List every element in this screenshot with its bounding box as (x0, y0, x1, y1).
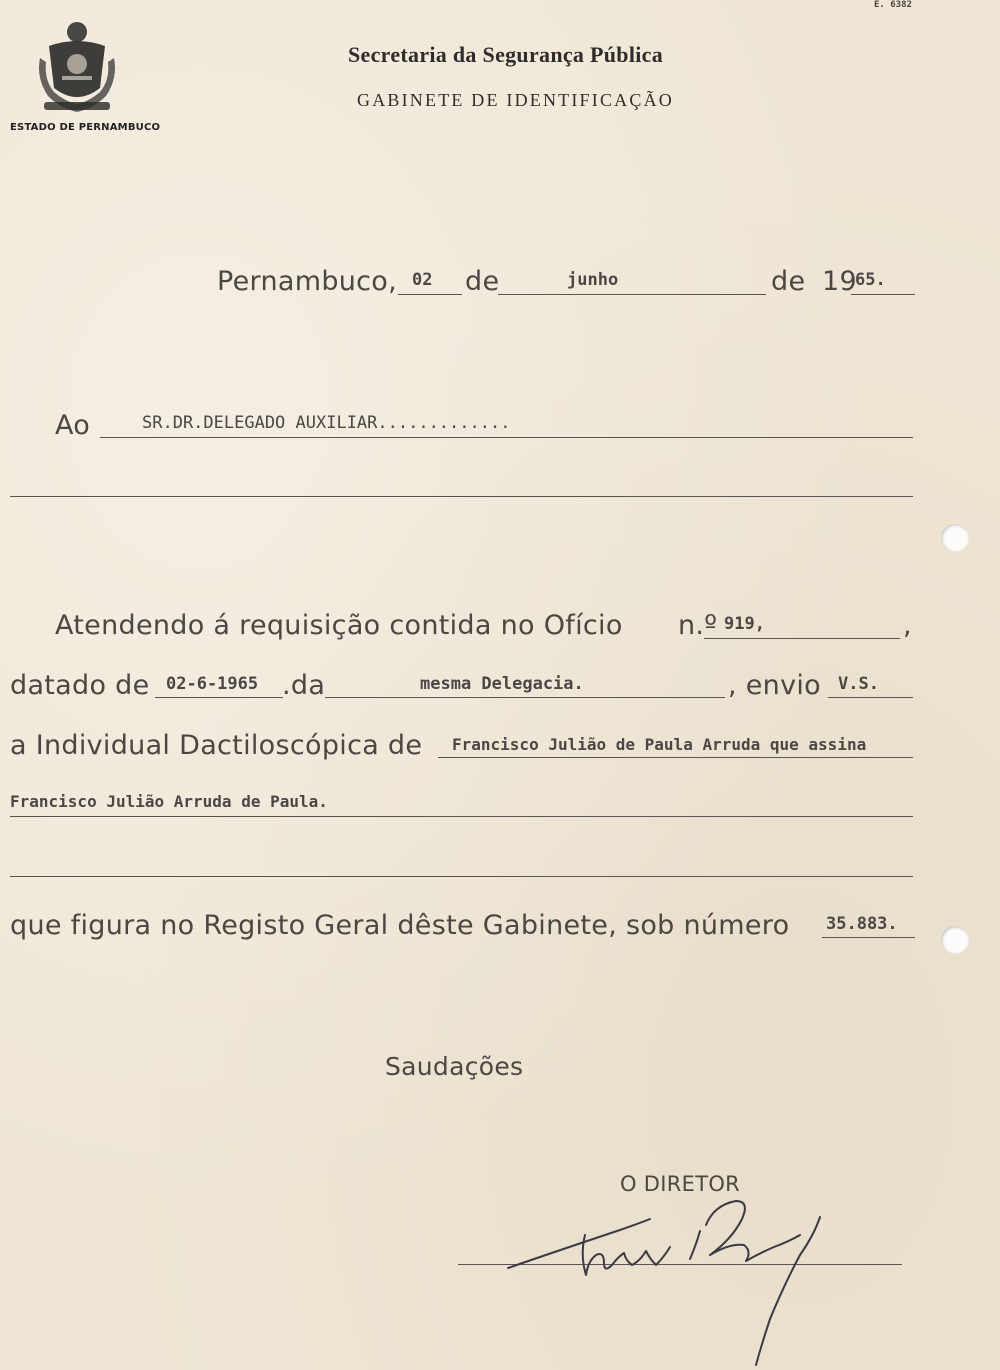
individual-name-field: Francisco Julião de Paula Arruda que assina (452, 735, 867, 754)
date-year-prefix: 19 (822, 266, 857, 297)
individual-label: a Individual Dactiloscópica de (10, 730, 423, 761)
dated-label: datado de (10, 670, 150, 701)
header-subtitle: GABINETE DE IDENTIFICAÇÃO (357, 90, 674, 110)
envio-field: V.S. (838, 674, 879, 694)
addressee-field: SR.DR.DELEGADO AUXILIAR............. (142, 413, 511, 433)
signature-icon (500, 1195, 840, 1370)
date-day-field: 02 (412, 270, 433, 290)
registry-text: que figura no Registo Geral dêste Gabinete, sob número (10, 910, 790, 941)
request-text: Atendendo á requisição contida no Ofício (55, 610, 623, 641)
oficio-number-field: 919, (724, 614, 765, 634)
date-month-field: junho (567, 270, 619, 290)
date-de-2: de (771, 266, 806, 297)
individual-name-field-2: Francisco Julião Arruda de Paula. (10, 792, 328, 811)
punch-hole (941, 524, 969, 552)
date-de-1: de (465, 266, 500, 297)
registry-number-field: 35.883. (826, 914, 898, 934)
addressee-label: Ao (55, 410, 91, 441)
envio-label: , envio (728, 670, 821, 701)
document-number: E. 6382 (874, 0, 912, 10)
origin-field: mesma Delegacia. (420, 674, 584, 694)
oficio-prefix: n.º (678, 610, 718, 641)
greeting: Saudações (385, 1052, 524, 1081)
signatory-title: O DIRETOR (620, 1172, 741, 1196)
dated-field: 02-6-1965 (166, 674, 259, 694)
state-label: ESTADO DE PERNAMBUCO (10, 122, 161, 133)
header-title: Secretaria da Segurança Pública (348, 42, 664, 67)
coat-of-arms-icon (34, 18, 120, 114)
line-end-comma: , (903, 610, 912, 641)
da-label: .da (282, 670, 326, 701)
punch-hole (941, 926, 969, 954)
place-label: Pernambuco, (217, 266, 398, 297)
date-year-field: 65. (855, 270, 886, 290)
